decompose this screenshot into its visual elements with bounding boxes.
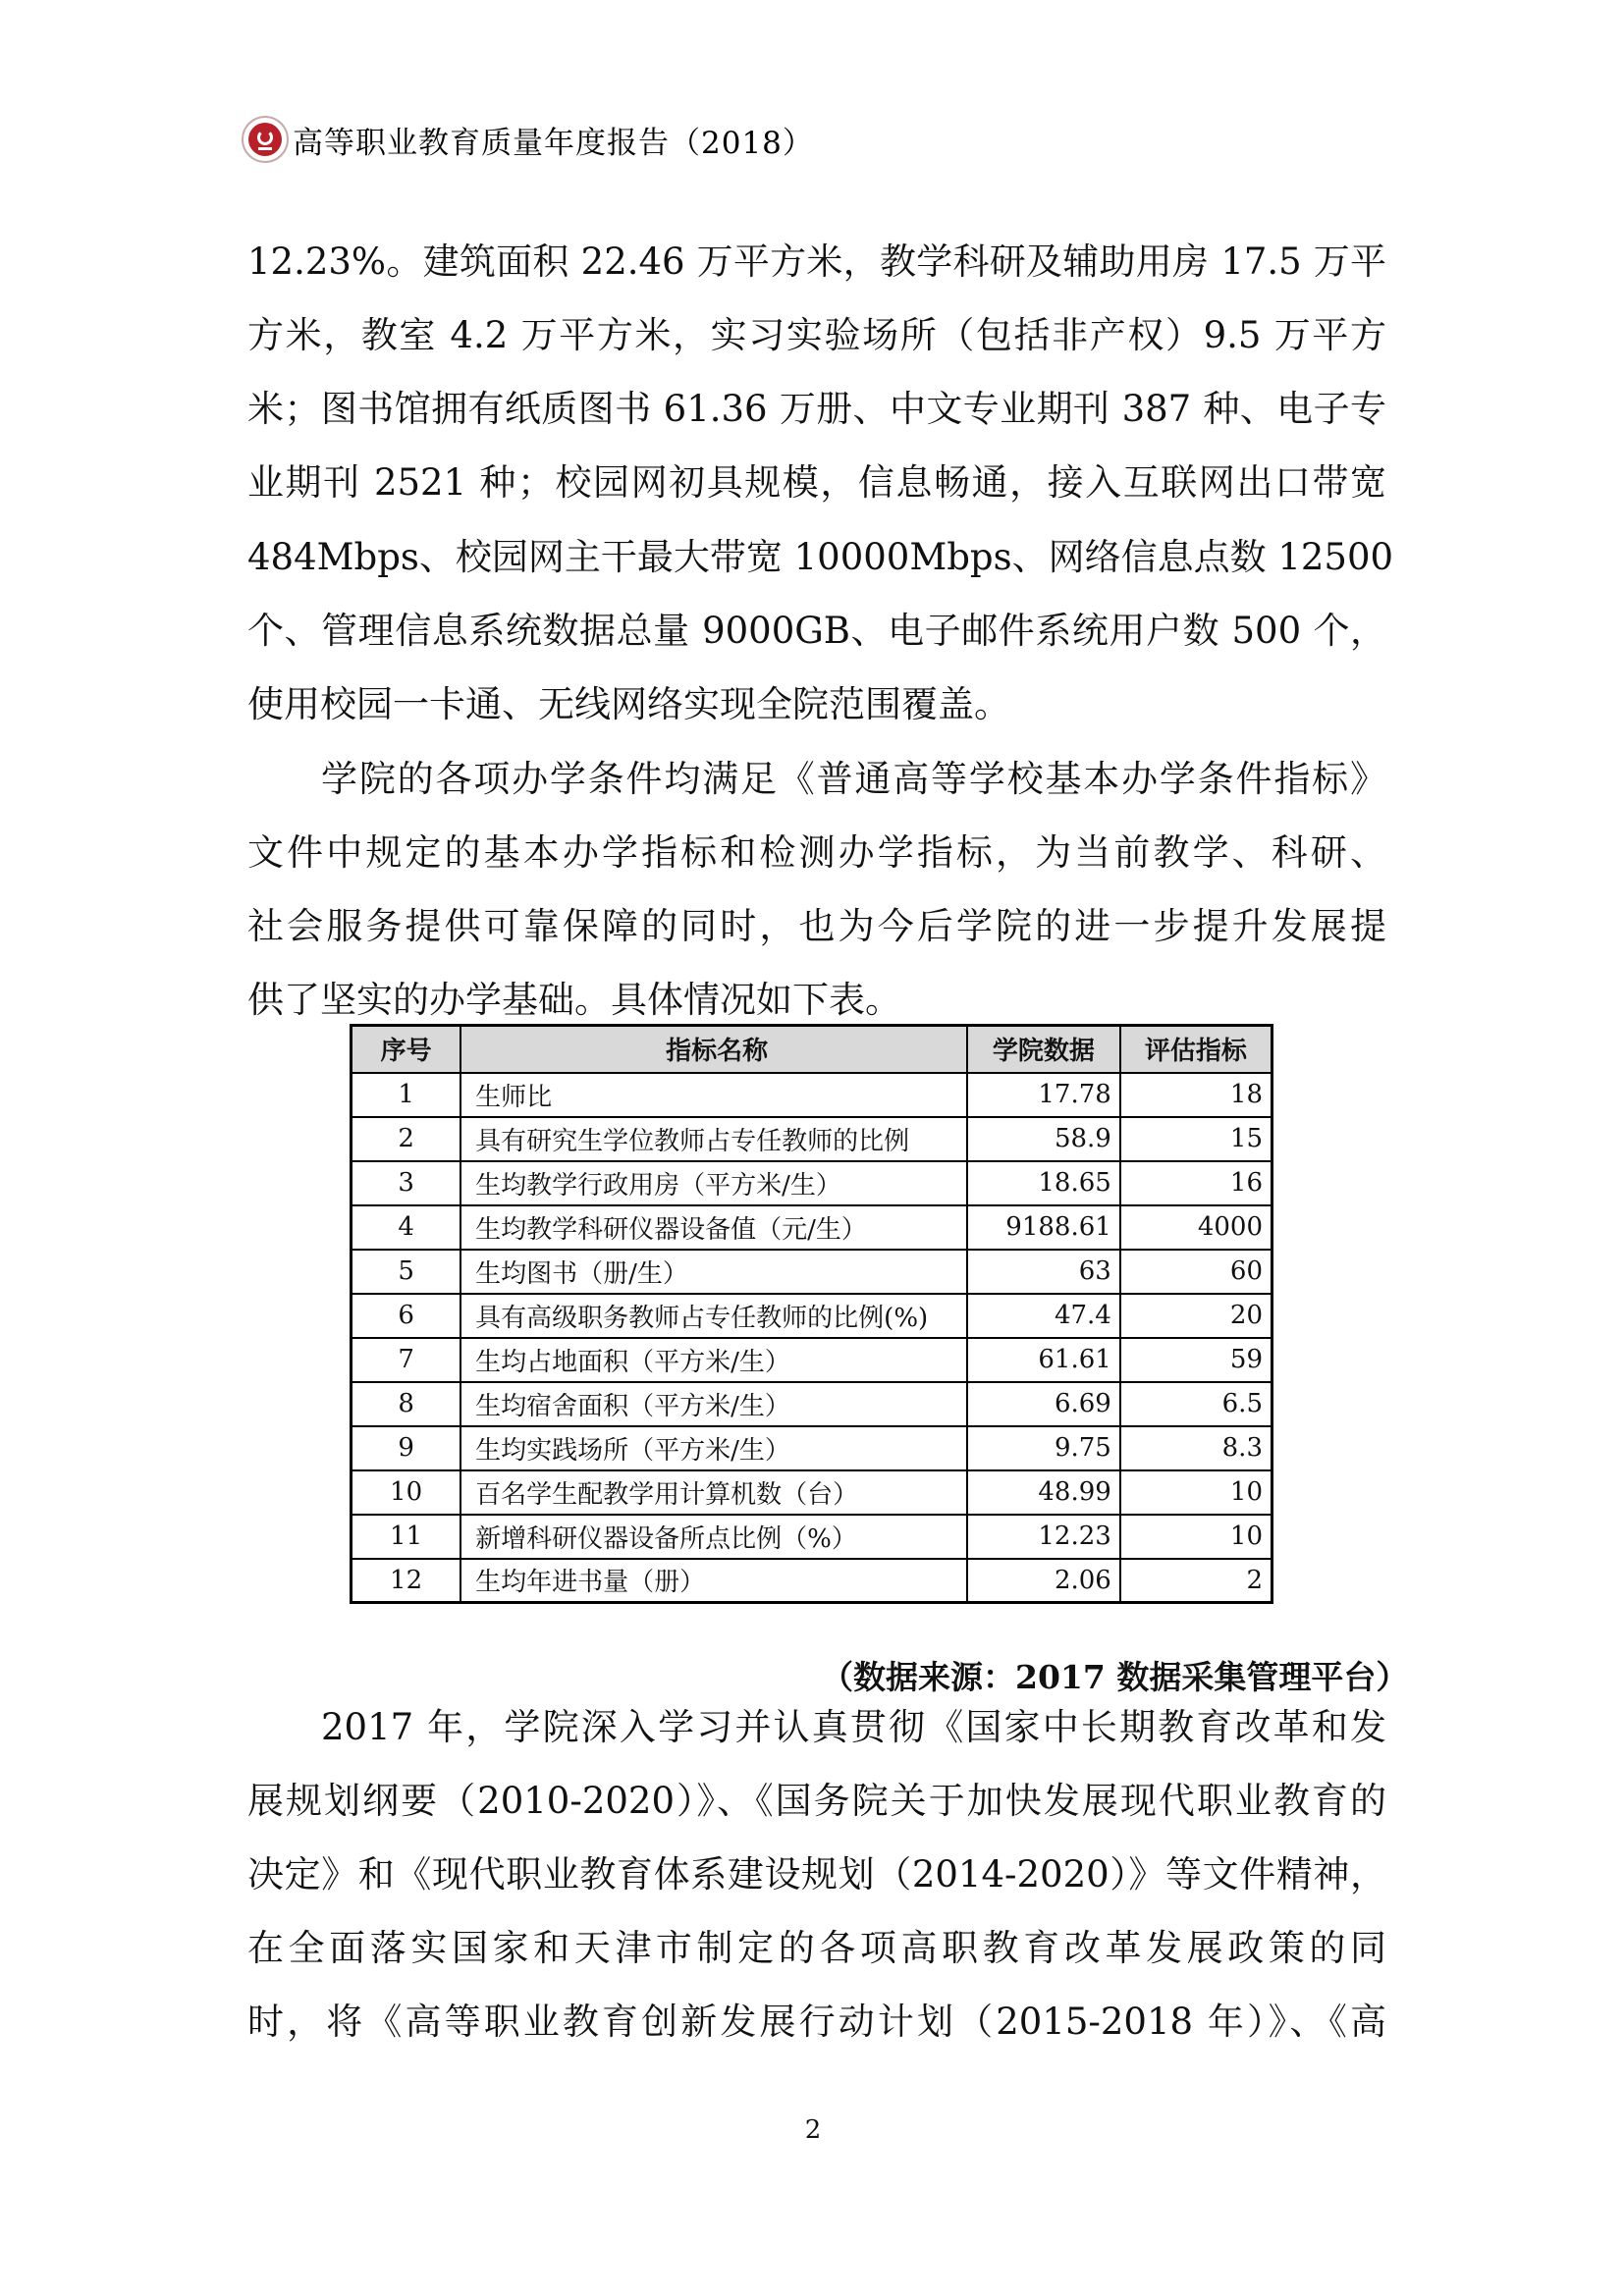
paragraph-1-line: 使用校园一卡通、无线网络实现全院范围覆盖。 bbox=[247, 683, 1010, 725]
row-no: 12 bbox=[352, 1559, 461, 1603]
row-no: 6 bbox=[352, 1294, 461, 1338]
paragraph-2-line: 文件中规定的基本办学指标和检测办学指标，为当前教学、科研、 bbox=[247, 831, 1386, 874]
table-row bbox=[352, 1338, 1272, 1382]
row-name: 生均宿舍面积（平方米/生） bbox=[460, 1382, 967, 1426]
row-no: 8 bbox=[352, 1382, 461, 1426]
row-name: 生均教学行政用房（平方米/生） bbox=[460, 1161, 967, 1205]
row-name: 生均教学科研仪器设备值（元/生） bbox=[460, 1205, 967, 1250]
header-value: 学院数据 bbox=[967, 1026, 1120, 1073]
report-title: 高等职业教育质量年度报告（2018） bbox=[293, 125, 814, 161]
paragraph-2-line: 学院的各项办学条件均满足《普通高等学校基本办学条件指标》 bbox=[321, 758, 1386, 800]
row-value: 58.9 bbox=[967, 1117, 1120, 1161]
table-row bbox=[352, 1559, 1272, 1603]
paragraph-3-line: 决定》和《现代职业教育体系建设规划（2014-2020）》等文件精神， bbox=[247, 1853, 1386, 1896]
paragraph-1-line: 个、管理信息系统数据总量 9000GB、电子邮件系统用户数 500 个， bbox=[247, 610, 1386, 652]
row-no: 7 bbox=[352, 1338, 461, 1382]
paragraph-3-line: 时，将《高等职业教育创新发展行动计划（2015-2018 年）》、《高 bbox=[247, 2001, 1386, 2043]
row-standard: 59 bbox=[1120, 1338, 1272, 1382]
row-no: 11 bbox=[352, 1515, 461, 1559]
row-name: 生均实践场所（平方米/生） bbox=[460, 1426, 967, 1470]
row-value: 17.78 bbox=[967, 1073, 1120, 1117]
row-no: 5 bbox=[352, 1250, 461, 1294]
indicators-table bbox=[350, 1024, 1273, 1604]
row-name: 新增科研仪器设备所点比例（%） bbox=[460, 1515, 967, 1559]
paragraph-1-line: 12.23%。建筑面积 22.46 万平方米，教学科研及辅助用房 17.5 万平 bbox=[247, 240, 1386, 283]
row-name: 具有高级职务教师占专任教师的比例(%) bbox=[460, 1294, 967, 1338]
college-seal-logo bbox=[242, 116, 289, 163]
row-name: 百名学生配教学用计算机数（台） bbox=[460, 1470, 967, 1515]
row-value: 61.61 bbox=[967, 1338, 1120, 1382]
table-row bbox=[352, 1161, 1272, 1205]
paragraph-1-line: 业期刊 2521 种；校园网初具规模，信息畅通，接入互联网出口带宽 bbox=[247, 461, 1386, 504]
table-row bbox=[352, 1073, 1272, 1117]
table-row bbox=[352, 1426, 1272, 1470]
row-value: 47.4 bbox=[967, 1294, 1120, 1338]
paragraph-1-line: 484Mbps、校园网主干最大带宽 10000Mbps、网络信息点数 12500 bbox=[247, 536, 1394, 578]
row-standard: 60 bbox=[1120, 1250, 1272, 1294]
row-value: 12.23 bbox=[967, 1515, 1120, 1559]
row-standard: 10 bbox=[1120, 1515, 1272, 1559]
row-value: 2.06 bbox=[967, 1559, 1120, 1603]
paragraph-1-line: 米；图书馆拥有纸质图书 61.36 万册、中文专业期刊 387 种、电子专 bbox=[247, 388, 1386, 430]
row-name: 具有研究生学位教师占专任教师的比例 bbox=[460, 1117, 967, 1161]
row-value: 6.69 bbox=[967, 1382, 1120, 1426]
row-standard: 20 bbox=[1120, 1294, 1272, 1338]
table-row bbox=[352, 1470, 1272, 1515]
header-no: 序号 bbox=[352, 1026, 461, 1073]
row-standard: 2 bbox=[1120, 1559, 1272, 1603]
row-name: 生均占地面积（平方米/生） bbox=[460, 1338, 967, 1382]
table-source-caption: （数据来源：2017 数据采集管理平台） bbox=[821, 1658, 1409, 1696]
row-value: 63 bbox=[967, 1250, 1120, 1294]
row-standard: 10 bbox=[1120, 1470, 1272, 1515]
row-no: 1 bbox=[352, 1073, 461, 1117]
row-standard: 18 bbox=[1120, 1073, 1272, 1117]
table-row bbox=[352, 1515, 1272, 1559]
row-value: 9188.61 bbox=[967, 1205, 1120, 1250]
row-standard: 15 bbox=[1120, 1117, 1272, 1161]
table-row bbox=[352, 1250, 1272, 1294]
row-value: 9.75 bbox=[967, 1426, 1120, 1470]
paragraph-3-line: 2017 年，学院深入学习并认真贯彻《国家中长期教育改革和发 bbox=[321, 1706, 1386, 1748]
row-no: 2 bbox=[352, 1117, 461, 1161]
row-value: 48.99 bbox=[967, 1470, 1120, 1515]
row-name: 生均年进书量（册） bbox=[460, 1559, 967, 1603]
row-standard: 6.5 bbox=[1120, 1382, 1272, 1426]
table-row bbox=[352, 1294, 1272, 1338]
row-standard: 4000 bbox=[1120, 1205, 1272, 1250]
row-name: 生均图书（册/生） bbox=[460, 1250, 967, 1294]
table-row bbox=[352, 1205, 1272, 1250]
paragraph-2-line: 供了坚实的办学基础。具体情况如下表。 bbox=[247, 979, 901, 1021]
table-row bbox=[352, 1382, 1272, 1426]
paragraph-3-line: 展规划纲要（2010-2020）》、《国务院关于加快发展现代职业教育的 bbox=[247, 1780, 1386, 1822]
row-standard: 16 bbox=[1120, 1161, 1272, 1205]
header-name: 指标名称 bbox=[460, 1026, 967, 1073]
row-standard: 8.3 bbox=[1120, 1426, 1272, 1470]
paragraph-3-line: 在全面落实国家和天津市制定的各项高职教育改革发展政策的同 bbox=[247, 1927, 1386, 1969]
row-no: 9 bbox=[352, 1426, 461, 1470]
table-row bbox=[352, 1117, 1272, 1161]
paragraph-1-line: 方米，教室 4.2 万平方米，实习实验场所（包括非产权）9.5 万平方 bbox=[247, 314, 1386, 356]
page-number: 2 bbox=[804, 2115, 822, 2145]
table-header-row bbox=[352, 1026, 1272, 1073]
page-header bbox=[242, 114, 814, 165]
header-standard: 评估指标 bbox=[1120, 1026, 1272, 1073]
row-no: 3 bbox=[352, 1161, 461, 1205]
row-no: 4 bbox=[352, 1205, 461, 1250]
paragraph-2-line: 社会服务提供可靠保障的同时，也为今后学院的进一步提升发展提 bbox=[247, 905, 1386, 947]
row-no: 10 bbox=[352, 1470, 461, 1515]
row-value: 18.65 bbox=[967, 1161, 1120, 1205]
row-name: 生师比 bbox=[460, 1073, 967, 1117]
